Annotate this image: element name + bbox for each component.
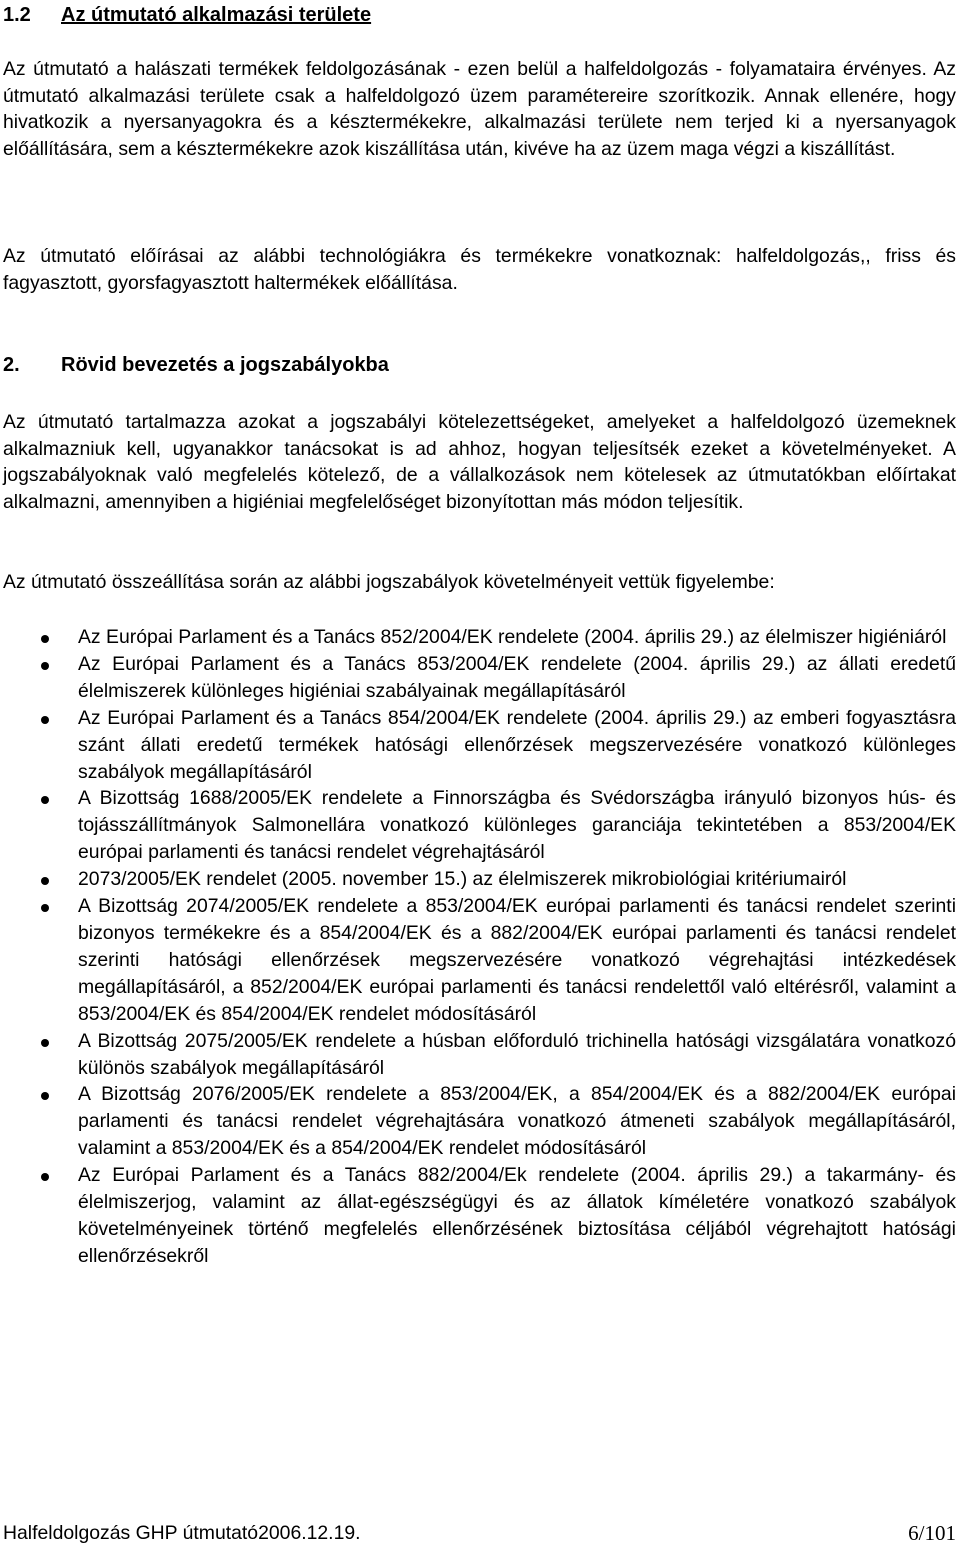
footer-page-number: 6/101 [908, 1521, 956, 1545]
list-item [0, 624, 956, 651]
bullet-icon [41, 716, 49, 724]
regulation-text: A Bizottság 1688/2005/EK rendelete a Finnországba és Svédországba irányuló bizonyos hús- és tojásszállítmányok Salmonellára vonatkozó különleges garanciája tekintetében a 853/2004/EK európai parlamenti és tanácsi rendelet végrehajtásáról [78, 787, 956, 864]
section-number: 1.2 [3, 4, 31, 26]
footer-document-name: Halfeldolgozás GHP útmutató2006.12.19. [3, 1522, 361, 1544]
scope-paragraph: Az útmutató a halászati termékek feldolgozásának - ezen belül a halfeldolgozás - folyamataira érvényes. Az útmutató alkalmazási területe csak a halfeldolgozó üzem paramétereire szorítkozik. Annak ellenére, hogy hivatkozik a nyersanyagokra és a késztermékekre, alkalmazási területe nem terjed ki a nyersanyagok előállítására, sem a késztermékekre azok kiszállítása után, kivéve ha az üzem maga végzi a kiszállítást. [3, 58, 956, 160]
list-item [0, 785, 956, 866]
bullet-icon [41, 877, 49, 885]
legal-intro-paragraph: Az útmutató tartalmazza azokat a jogszabályi kötelezettségeket, amelyeket a halfeldolgozó üzemeknek alkalmazniuk kell, ugyanakkor tanácsokat is ad ahhoz, hogyan teljesítsék ezeket a követelményeket. A jogszabályoknak való megfelelés kötelező, de a vállalkozások nem kötelesek az útmutatókban előírtakat alkalmazni, amennyiben a higiéniai megfelelőséget bizonyítottan más módon teljesítik. [3, 411, 956, 513]
section-title: Rövid bevezetés a jogszabályokba [61, 354, 389, 376]
regulation-text: A Bizottság 2076/2005/EK rendelete a 853/2004/EK, a 854/2004/EK és a 882/2004/EK európai parlamenti és tanácsi rendelet végrehajtására vonatkozó átmeneti szabályok megállapításáról, valamint a 853/2004/EK és a 854/2004/EK rendelet módosításáról [78, 1083, 956, 1160]
bullet-icon [41, 662, 49, 670]
list-item [0, 866, 956, 893]
regulation-text: 2073/2005/EK rendelet (2005. november 15.) az élelmiszerek mikrobiológiai kritériumairól [78, 868, 847, 891]
bullet-icon [41, 904, 49, 912]
regulations-list [0, 624, 960, 1270]
technologies-paragraph: Az útmutató előírásai az alábbi technológiákra és termékekre vonatkoznak: halfeldolgozás,, friss és fagyasztott, gyorsfagyasztott haltermékek előállítása. [3, 245, 956, 294]
list-item [0, 1081, 956, 1162]
list-item [0, 1162, 956, 1270]
bullet-icon [41, 635, 49, 643]
section-number: 2. [3, 354, 20, 376]
regulation-text: A Bizottság 2074/2005/EK rendelete a 853/2004/EK európai parlamenti és tanácsi rendelet szerinti bizonyos termékekre és a 854/2004/EK és a 882/2004/EK európai parlamenti és tanácsi rendelet szerinti hatósági ellenőrzések megszervezésére vonatkozó végrehajtási intézkedések megállapításáról, a 852/2004/EK európai parlamenti és tanácsi rendelettől való eltérésről, valamint a 853/2004/EK és 854/2004/EK rendelet módosításáról [78, 895, 956, 1025]
section-heading-2 [3, 352, 389, 378]
regulation-text: Az Európai Parlament és a Tanács 882/2004/Ek rendelete (2004. április 29.) a takarmány- és élelmiszerjog, valamint az állat-egészségügyi és az állatok kíméletére vonatkozó szabályok követelményeinek történő megfelelés ellenőrzésének biztosítása céljából végrehajtott hatósági ellenőrzésekről [78, 1164, 956, 1267]
list-item [0, 705, 956, 786]
bullet-icon [41, 796, 49, 804]
regulations-lead-paragraph: Az útmutató összeállítása során az alábbi jogszabályok követelményeit vettük figyelembe: [3, 571, 775, 593]
regulation-text: Az Európai Parlament és a Tanács 853/2004/EK rendelete (2004. április 29.) az állati eredetű élelmiszerek különleges higiéniai szabályainak megállapításáról [78, 652, 956, 702]
regulation-text: Az Európai Parlament és a Tanács 854/2004/EK rendelete (2004. április 29.) az emberi fogyasztásra szánt állati eredetű termékek hatósági ellenőrzések megszervezésére vonatkozó különleges szabályok megállapításáról [78, 706, 956, 783]
bullet-icon [41, 1173, 49, 1181]
regulation-text: A Bizottság 2075/2005/EK rendelete a húsban előforduló trichinella hatósági vizsgálatára vonatkozó különös szabályok megállapításáról [78, 1029, 956, 1079]
bullet-icon [41, 1039, 49, 1047]
section-heading-1-2 [3, 2, 371, 28]
bullet-icon [41, 1092, 49, 1100]
list-item [0, 893, 956, 1028]
section-title: Az útmutató alkalmazási területe [61, 4, 372, 26]
regulation-text: Az Európai Parlament és a Tanács 852/2004/EK rendelete (2004. április 29.) az élelmiszer higiéniáról [78, 626, 947, 648]
list-item [0, 1028, 956, 1082]
list-item [0, 651, 956, 705]
